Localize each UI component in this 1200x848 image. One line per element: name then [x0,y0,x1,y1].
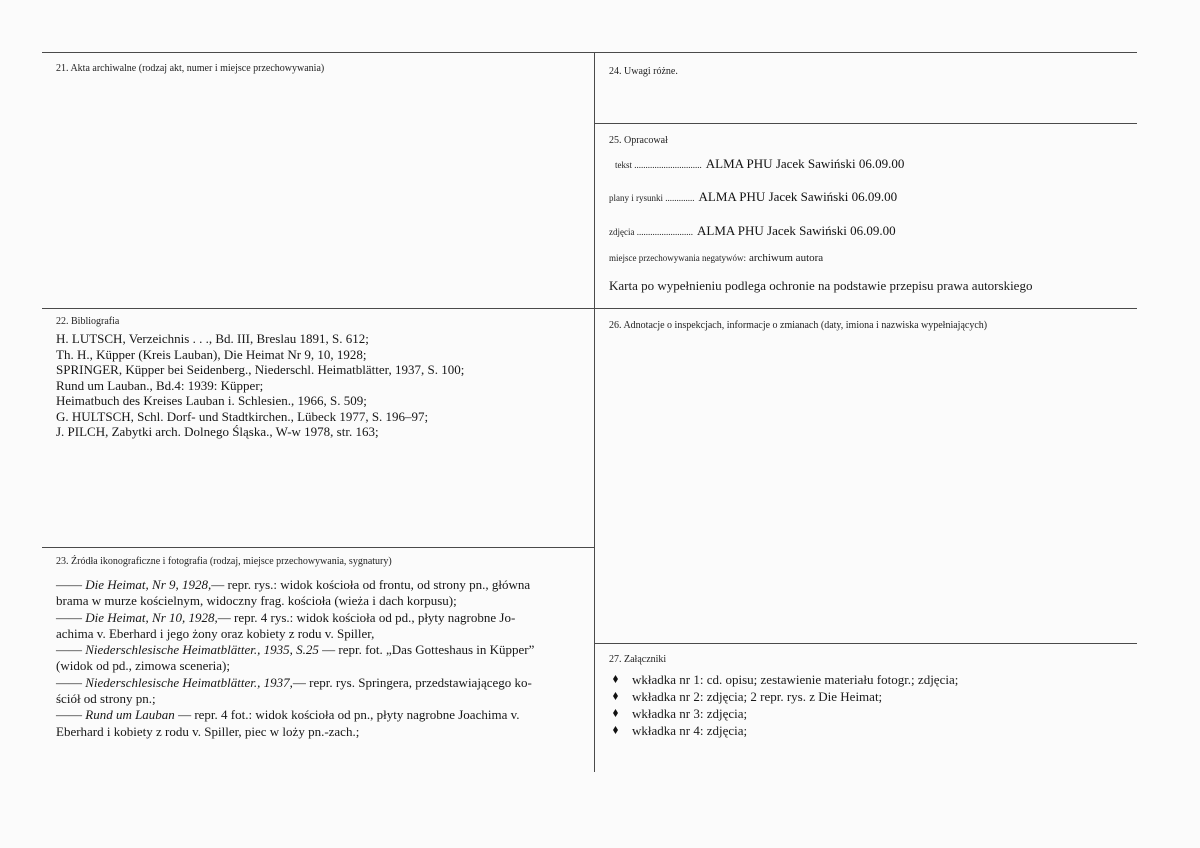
copyright-note: Karta po wypełnieniu podlega ochronie na podstawie przepisu prawa autorskiego [609,278,1033,293]
author-photos-value: ALMA PHU Jacek Sawiński 06.09.00 [696,223,896,238]
author-text-label: tekst .............................. [615,160,702,170]
right-rule-1 [594,123,1137,124]
section-26-label: 26. Adnotacje o inspekcjach, informacje o zmianach (daty, imiona i nazwiska wypełniających) [609,320,988,331]
author-photos-row [609,222,896,240]
author-text-row [615,155,904,173]
top-rule [42,52,1137,53]
diamond-bullet-icon [613,675,619,683]
left-rule-1 [42,308,594,309]
bibliography-entry: J. PILCH, Zabytki arch. Dolnego Śląska., W-w 1978, str. 163; [56,424,379,439]
iconography-entry-1-cont: brama w murze kościelnym, widoczny frag. kościoła (wieża i dach korpusu); [56,593,457,609]
author-plans-value: ALMA PHU Jacek Sawiński 06.09.00 [698,189,898,204]
diamond-bullet-icon [613,709,619,717]
bibliography-entry: Th. H., Küpper (Kreis Lauban), Die Heimat Nr 9, 10, 1928; [56,346,367,362]
iconography-entry-1: —— Die Heimat, Nr 9, 1928,— repr. rys.: widok kościoła od frontu, od strony pn., główna [56,577,531,592]
bibliography-entry: SPRINGER, Küpper bei Seidenberg., Niederschl. Heimatblätter, 1937, S. 100; [56,362,465,377]
center-divider [594,52,595,772]
list-item: wkładka nr 2: zdjęcia; 2 repr. rys. z Die Heimat; [610,688,958,705]
iconography-list [56,577,534,740]
diamond-bullet-icon [613,692,619,700]
left-rule-2 [42,547,594,548]
iconography-entry-3-cont: (widok od pd., zimowa sceneria); [56,658,231,674]
right-rule-3 [594,643,1137,644]
section-24-label: 24. Uwagi różne. [609,66,678,77]
iconography-entry-2-cont: achima v. Eberhard i jego żony oraz kobiety z rodu v. Spiller, [56,625,375,641]
negatives-value: archiwum autora [748,252,824,264]
list-item: wkładka nr 1: cd. opisu; zestawienie materiału fotogr.; zdjęcia; [610,671,958,688]
attachments-list [610,671,958,739]
author-plans-label: plany i rysunki ............. [609,193,695,203]
negatives-row [609,248,823,266]
iconography-entry-5-cont: Eberhard i kobiety z rodu v. Spiller, piec w loży pn.-zach.; [56,723,360,739]
section-22-label: 22. Bibliografia [56,316,120,327]
author-photos-label: zdjęcia ......................... [609,227,693,237]
iconography-entry-5: —— Rund um Lauban — repr. 4 fot.: widok kościoła od pn., płyty nagrobne Joachima v. [56,707,520,723]
section-25-label: 25. Opracował [609,135,668,146]
bibliography-entry: Heimatbuch des Kreises Lauban i. Schlesien., 1966, S. 509; [56,393,367,408]
section-27-label: 27. Załączniki [609,654,667,665]
diamond-bullet-icon [613,726,619,734]
negatives-label: miejsce przechowywania negatywów: [609,253,746,263]
section-23-label: 23. Źródła ikonograficzne i fotografia (rodzaj, miejsce przechowywania, sygnatury) [56,556,392,567]
iconography-entry-2: —— Die Heimat, Nr 10, 1928,— repr. 4 rys.: widok kościoła od pd., płyty nagrobne Jo- [56,609,516,625]
iconography-entry-4: —— Niederschlesische Heimatblätter., 1937,— repr. rys. Springera, przedstawiającego ko- [56,674,532,690]
list-item: wkładka nr 4: zdjęcia; [610,722,958,739]
bibliography-entry: H. LUTSCH, Verzeichnis . . ., Bd. III, Breslau 1891, S. 612; [56,331,369,346]
bibliography-list [56,331,464,440]
section-21-label: 21. Akta archiwalne (rodzaj akt, numer i miejsce przechowywania) [56,63,325,74]
list-item: wkładka nr 3: zdjęcia; [610,705,958,722]
author-plans-row [609,188,897,206]
iconography-entry-3: —— Niederschlesische Heimatblätter., 1935, S.25 — repr. fot. „Das Gotteshaus in Küpper” [56,642,535,658]
right-rule-2 [594,308,1137,309]
author-text-value: ALMA PHU Jacek Sawiński 06.09.00 [705,156,905,171]
iconography-entry-4-cont: ściół od strony pn.; [56,691,156,707]
bibliography-entry: Rund um Lauban., Bd.4: 1939: Küpper; [56,377,264,393]
bibliography-entry: G. HULTSCH, Schl. Dorf- und Stadtkirchen., Lübeck 1977, S. 196–97; [56,408,429,424]
